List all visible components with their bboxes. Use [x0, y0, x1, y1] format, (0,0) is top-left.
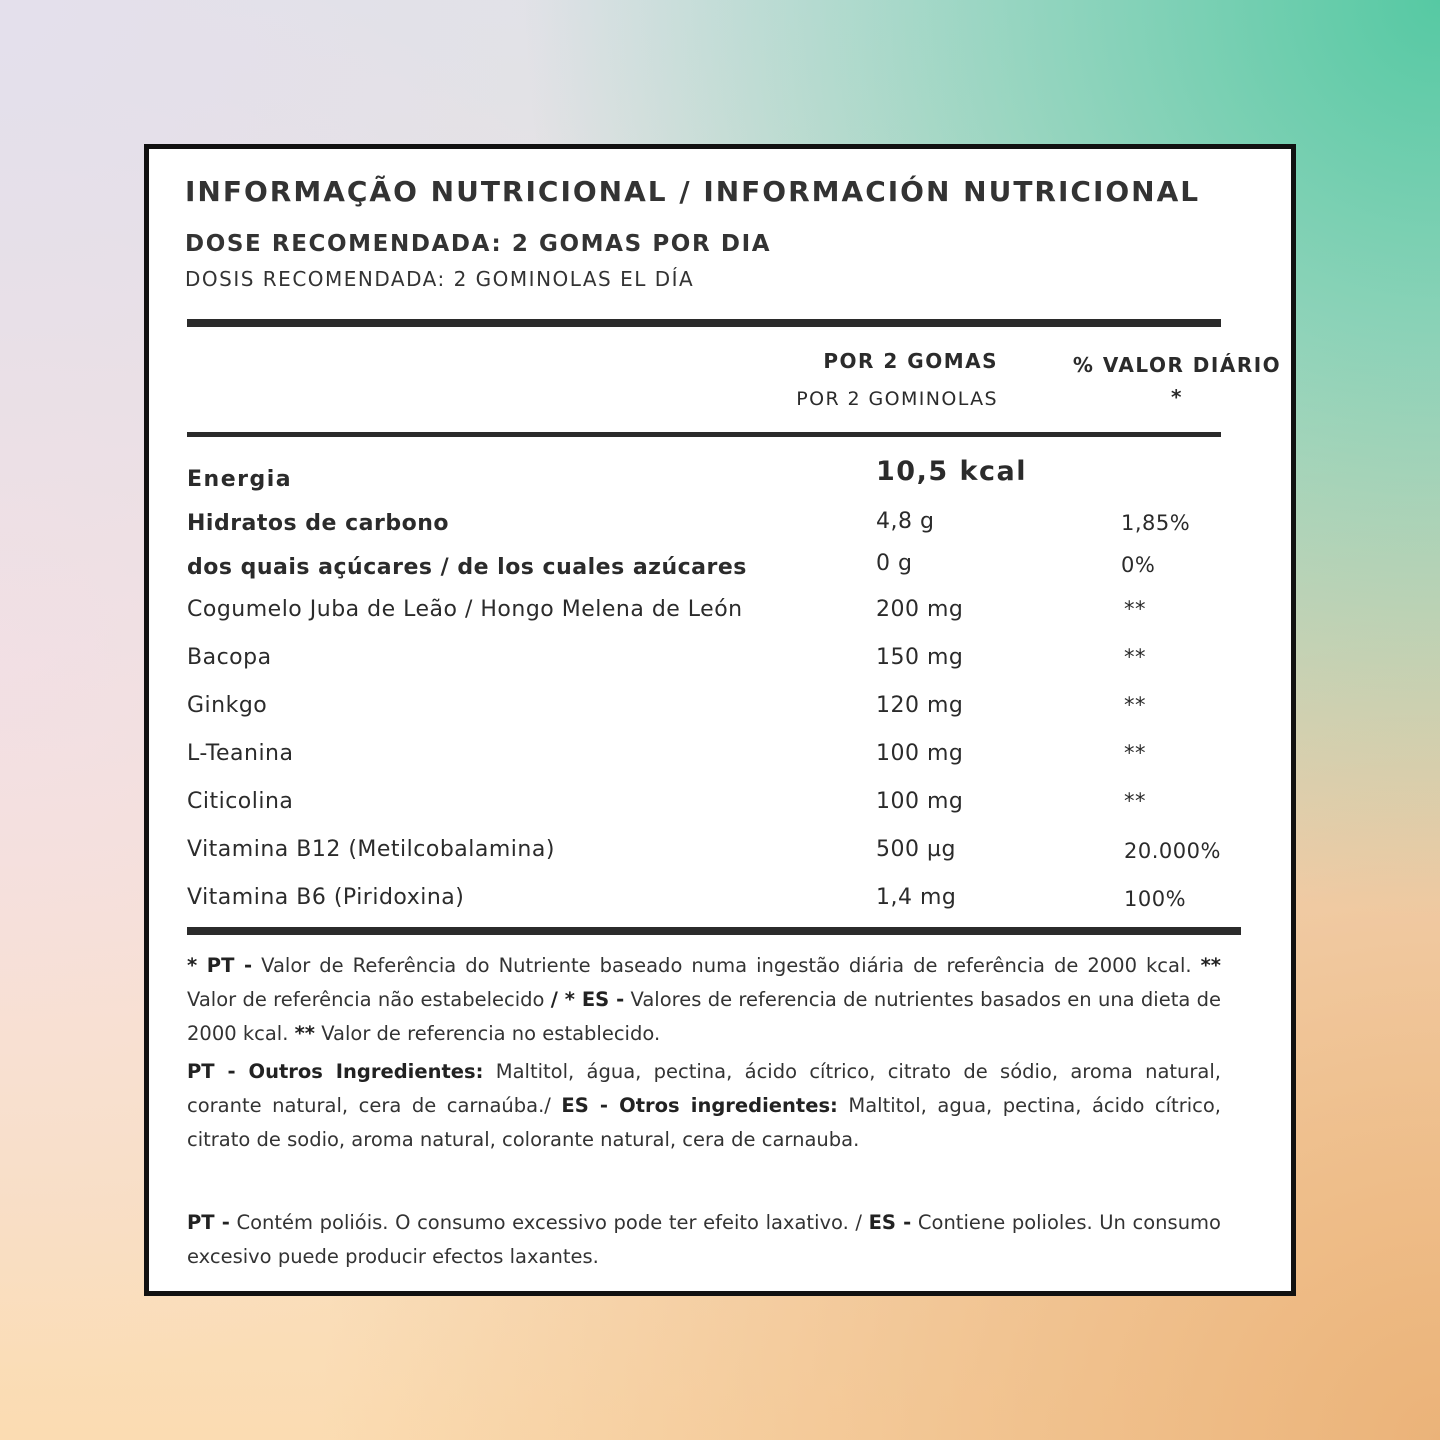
nutrition-label-panel: [144, 144, 1296, 1296]
row-label: Vitamina B12 (Metilcobalamina): [187, 837, 555, 862]
row-daily-value: 1,85%: [1121, 511, 1191, 535]
row-label: Bacopa: [187, 645, 272, 670]
row-label: Vitamina B6 (Piridoxina): [187, 885, 465, 910]
dose-spanish: DOSIS RECOMENDADA: 2 GOMINOLAS EL DÍA: [185, 267, 695, 291]
table-row: [149, 693, 1291, 733]
warning-pt-text: Contém polióis. O consumo excessivo pode ter efeito laxativo. /: [229, 1211, 869, 1234]
table-row: [149, 837, 1291, 877]
row-value: 120 mg: [876, 693, 964, 718]
label-title: INFORMAÇÃO NUTRICIONAL / INFORMACIÓN NUTRICIONAL: [185, 175, 1201, 208]
row-value: 100 mg: [876, 741, 964, 766]
row-daily-value: **: [1124, 645, 1146, 669]
footnote-pt-text2: Valor de referência não estabelecido: [187, 988, 551, 1011]
row-value: 4,8 g: [876, 509, 935, 534]
row-value: 10,5 kcal: [876, 456, 1027, 487]
footnote-es-text2: Valor de referencia no establecido.: [315, 1022, 661, 1045]
footnote-separator: / * ES -: [550, 988, 625, 1011]
table-row: [149, 645, 1291, 685]
column-per-pt: POR 2 GOMAS: [823, 349, 998, 373]
row-daily-value: 100%: [1124, 887, 1187, 911]
dose-portuguese: DOSE RECOMENDADA: 2 GOMAS POR DIA: [185, 231, 772, 257]
table-row: [149, 509, 1291, 549]
reference-footnote: [187, 949, 1221, 1051]
row-daily-value: 0%: [1121, 553, 1156, 577]
table-row: [149, 789, 1291, 829]
ingredients-pt-tag: PT - Outros Ingredientes:: [187, 1060, 484, 1083]
header-rule: [187, 432, 1221, 437]
laxative-warning: [187, 1206, 1221, 1274]
table-row: [149, 597, 1291, 637]
footnote-pt-tag: * PT -: [187, 954, 253, 977]
row-label: Ginkgo: [187, 693, 268, 718]
footnote-es-tag2: **: [294, 1022, 316, 1045]
row-daily-value: 20.000%: [1124, 839, 1221, 863]
table-row: [149, 885, 1291, 925]
ingredients-es-tag: ES - Otros ingredientes:: [561, 1094, 838, 1117]
row-label: Hidratos de carbono: [187, 511, 449, 536]
table-row: [149, 456, 1291, 503]
row-daily-value: **: [1124, 789, 1146, 813]
table-row: [149, 741, 1291, 781]
top-rule: [187, 319, 1221, 327]
row-value: 500 µg: [876, 837, 956, 862]
row-daily-value: **: [1124, 693, 1146, 717]
column-daily-value: % VALOR DIÁRIO *: [1072, 353, 1282, 409]
row-daily-value: **: [1124, 597, 1146, 621]
row-value: 1,4 mg: [876, 885, 957, 910]
table-row: [149, 551, 1291, 591]
warning-es-text: Contiene polioles. Un consumo excesivo puede producir efectos laxantes.: [187, 1211, 1221, 1268]
row-value: 100 mg: [876, 789, 964, 814]
row-label: dos quais açúcares / de los cuales azúcares: [187, 555, 747, 580]
row-label: L-Teanina: [187, 741, 294, 766]
row-label: Citicolina: [187, 789, 294, 814]
ingredients-note: [187, 1055, 1221, 1157]
ingredients-es-text: Maltitol, agua, pectina, ácido cítrico, citrato de sodio, aroma natural, colorante natural, cera de carnauba.: [187, 1094, 1221, 1151]
column-per-es: POR 2 GOMINOLAS: [796, 388, 998, 410]
row-value: 0 g: [876, 551, 913, 576]
footnote-es-text: Valores de referencia de nutrientes basados en una dieta de 2000 kcal.: [187, 988, 1221, 1045]
bottom-rule: [187, 927, 1241, 935]
row-value: 150 mg: [876, 645, 964, 670]
ingredients-pt-text: Maltitol, água, pectina, ácido cítrico, citrato de sódio, aroma natural, corante natural, cera de carnaúba./: [187, 1060, 1221, 1117]
row-label: Energia: [187, 467, 293, 492]
row-label: Cogumelo Juba de Leão / Hongo Melena de León: [187, 597, 743, 622]
warning-pt-tag: PT -: [187, 1211, 230, 1234]
warning-es-tag: ES -: [868, 1211, 912, 1234]
footnote-pt-text: Valor de Referência do Nutriente baseado numa ingestão diária de referência de 2000 kcal.: [252, 954, 1201, 977]
row-value: 200 mg: [876, 597, 964, 622]
row-daily-value: **: [1124, 741, 1146, 765]
footnote-pt-tag2: **: [1200, 954, 1221, 977]
